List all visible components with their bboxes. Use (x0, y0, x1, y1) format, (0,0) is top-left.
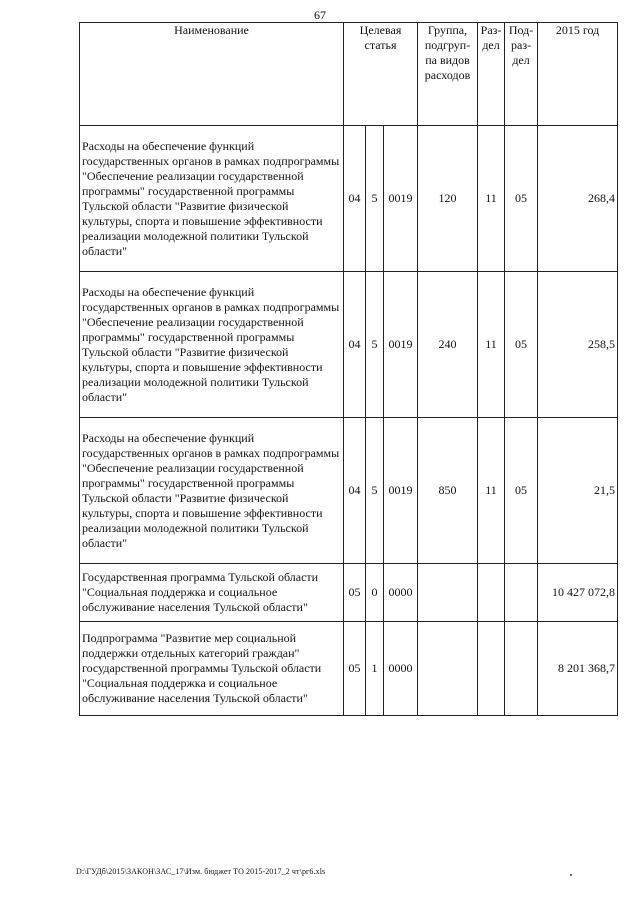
row-code2: 1 (366, 622, 384, 716)
row-subsection: 05 (505, 126, 538, 272)
header-target-line1: Целевая (359, 23, 402, 37)
row-group: 120 (418, 126, 478, 272)
row-section: 11 (478, 126, 505, 272)
row-subsection: 05 (505, 272, 538, 418)
row-code3: 0019 (384, 272, 418, 418)
row-code1: 04 (344, 272, 366, 418)
row-group (418, 564, 478, 622)
row-subsection (505, 622, 538, 716)
table-row (80, 272, 618, 418)
row-code3: 0019 (384, 126, 418, 272)
row-name: Расходы на обеспечение функций государственных органов в рамках подпрограммы "Обеспечение реализации государственной программы" государственной программы Тульской области "Развитие физической культуры, спорта и повышение эффективности реализации молодежной политики Тульской области" (80, 126, 344, 272)
row-section (478, 564, 505, 622)
header-year: 2015 год (538, 23, 618, 126)
row-section: 11 (478, 272, 505, 418)
row-section: 11 (478, 418, 505, 564)
row-code1: 05 (344, 622, 366, 716)
row-subsection: 05 (505, 418, 538, 564)
header-section: Раз-дел (478, 23, 505, 126)
table-row (80, 126, 618, 272)
row-code2: 5 (366, 126, 384, 272)
budget-table (79, 22, 618, 716)
row-code1: 05 (344, 564, 366, 622)
scan-dot (570, 874, 572, 876)
row-name: Подпрограмма "Развитие мер социальной поддержки отдельных категорий граждан" государственной программы Тульской области "Социальная поддержка и социальное обслуживание населения Тульской области" (80, 622, 344, 716)
header-group: Группа, подгруп-па видов расходов (418, 23, 478, 126)
row-amount: 8 201 368,7 (538, 622, 618, 716)
row-section (478, 622, 505, 716)
row-name: Расходы на обеспечение функций государственных органов в рамках подпрограммы "Обеспечение реализации государственной программы" государственной программы Тульской области "Развитие физической культуры, спорта и повышение эффективности реализации молодежной политики Тульской области" (80, 418, 344, 564)
row-code2: 0 (366, 564, 384, 622)
row-code1: 04 (344, 126, 366, 272)
row-amount: 258,5 (538, 272, 618, 418)
header-subsection: Под-раз-дел (505, 23, 538, 126)
header-target-line2: статья (364, 38, 397, 52)
row-amount: 21,5 (538, 418, 618, 564)
row-code1: 04 (344, 418, 366, 564)
page-number: 67 (314, 8, 326, 22)
row-code2: 5 (366, 272, 384, 418)
header-name: Наименование (80, 23, 344, 126)
header-target-article (344, 23, 418, 126)
table-row (80, 622, 618, 716)
row-group: 850 (418, 418, 478, 564)
row-name: Расходы на обеспечение функций государственных органов в рамках подпрограммы "Обеспечение реализации государственной программы" государственной программы Тульской области "Развитие физической культуры, спорта и повышение эффективности реализации молодежной политики Тульской области" (80, 272, 344, 418)
row-name: Государственная программа Тульской области "Социальная поддержка и социальное обслуживание населения Тульской области" (80, 564, 344, 622)
row-code3: 0000 (384, 564, 418, 622)
row-group (418, 622, 478, 716)
row-code3: 0000 (384, 622, 418, 716)
row-code2: 5 (366, 418, 384, 564)
row-code3: 0019 (384, 418, 418, 564)
row-group: 240 (418, 272, 478, 418)
row-subsection (505, 564, 538, 622)
file-path-footer: D:\ГУДб\2015\ЗАКОН\ЗАС_17\Изм. бюджет ТО 2015-2017_2 чт\рг6.xls (76, 867, 326, 876)
table-row (80, 564, 618, 622)
table-header-row (80, 23, 618, 126)
row-amount: 268,4 (538, 126, 618, 272)
row-amount: 10 427 072,8 (538, 564, 618, 622)
table-row (80, 418, 618, 564)
